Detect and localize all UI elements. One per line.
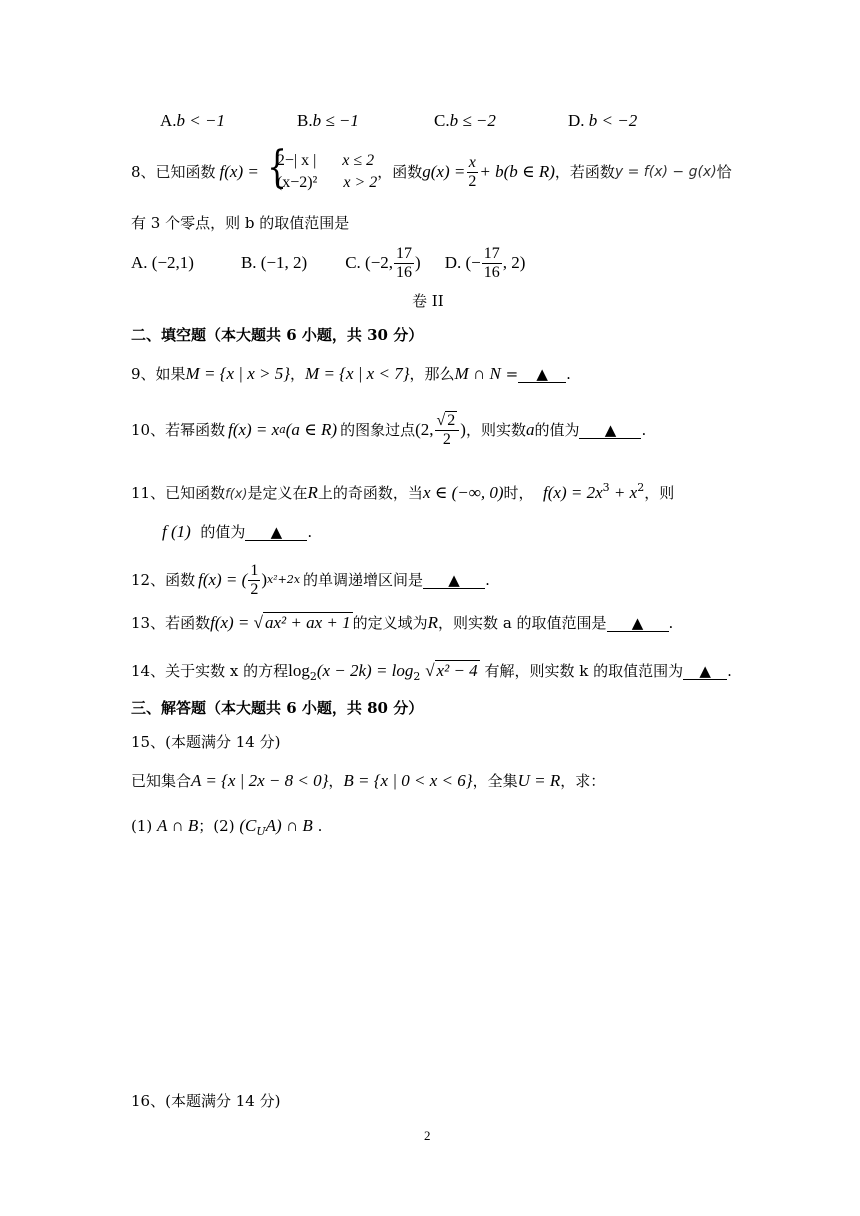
q7-option-a: A.b < −1 — [160, 111, 225, 130]
question-8-line2: 有 3 个零点，则 b 的取值范围是 — [131, 214, 350, 232]
question-13: 13、若函数f(x) = √ ax² + ax + 1 的定义域为R，则实数 a 的取值范围是 ▲ . — [131, 613, 674, 632]
question-15-title: 15、(本题满分 14 分) — [131, 733, 281, 751]
fraction-x-over-2: $\frac{x}{2}$ — [468, 153, 477, 190]
question-12: 12、函数 f(x) = ( $\frac{1}{2}$ ) x²+2x 的单调递增区间是 ▲ . — [131, 561, 490, 598]
answer-blank-14[interactable]: ▲ — [683, 663, 727, 680]
question-15-parts: (1) A ∩ B；(2) $(C_UA)$ ∩ B . — [131, 816, 323, 838]
page-number: 2 — [424, 1128, 431, 1143]
q8-option-d: D. (− $\frac{17}{16}$ , 2) — [444, 244, 526, 281]
q7-option-d: D. b < −2 — [568, 111, 638, 130]
section-3-heading: 三、解答题（本大题共 6 小题，共 80 分） — [131, 699, 424, 717]
answer-blank-9[interactable]: ▲ — [518, 366, 566, 383]
question-10: 10、若幂函数 f(x) = x a (a ∈ R) 的图象过点 (2, $\frac{√ 2}{2}$ ) ，则实数 a 的值为 ▲ . — [131, 411, 647, 448]
piecewise-definition: { 2−| x | x ≤ 2 (x−2)² x > 2 — [267, 142, 378, 193]
q7-option-c: C.b ≤ −2 — [434, 111, 496, 130]
volume-title: 卷 II — [412, 292, 444, 310]
q8-options — [131, 243, 525, 283]
answer-blank-12[interactable]: ▲ — [423, 572, 485, 589]
q8-option-a: A. (−2,1) — [131, 253, 194, 272]
q7-option-b: B.b ≤ −1 — [297, 111, 359, 130]
question-11: 11、已知函数f(x)是定义在R上的奇函数，当x ∈ (−∞, 0)时， $f(x) = 2x^3 + x^2$，则 — [131, 481, 675, 502]
question-14: 14、关于实数 x 的方程$\log_2(x - 2k) = \log_2$ √ x² − 4 有解，则实数 k 的取值范围为 ▲ . — [131, 661, 732, 683]
q8-option-b: B. (−1, 2) — [240, 253, 308, 272]
answer-blank-11[interactable]: ▲ — [245, 524, 307, 541]
question-9: 9、如果M = {x | x > 5}，M = {x | x < 7}，那么M ∩ N = ▲ . — [131, 364, 571, 383]
answer-blank-13[interactable]: ▲ — [607, 615, 669, 632]
question-11-line2: f (1) 的值为 ▲ . — [162, 522, 313, 541]
question-15-stem: 已知集合A = {x | 2x − 8 < 0}，B = {x | 0 < x < 6}，全集U = R，求： — [131, 771, 606, 790]
answer-blank-10[interactable]: ▲ — [579, 422, 641, 439]
section-2-heading: 二、填空题（本大题共 6 小题，共 30 分） — [131, 326, 424, 344]
question-16-title: 16、(本题满分 14 分) — [131, 1092, 281, 1110]
question-8-stem: 8、已知函数 f(x) = { 2−| x | x ≤ 2 (x−2)² x > 2 ，函数 g(x) = $\frac{x}{2}$ + b(b ∈ R) ，若函数 y = f(x) − g(x) 恰 — [131, 142, 732, 193]
q8-option-c: C. (−2, $\frac{17}{16}$ ) — [345, 244, 421, 281]
